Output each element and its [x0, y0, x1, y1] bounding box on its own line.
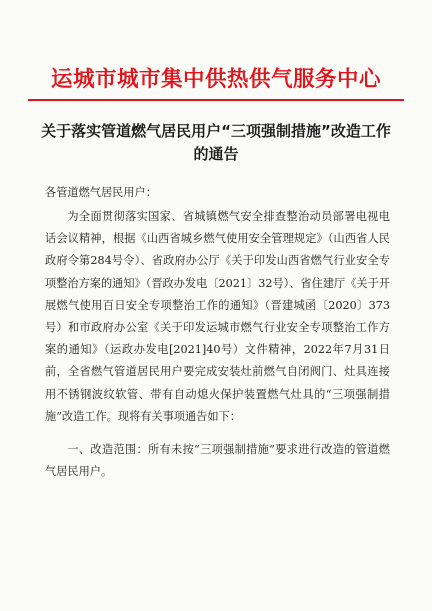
section-paragraph: 一、改造范围：所有未按“三项强制措施”要求进行改造的管道燃气居民用户。: [45, 443, 390, 479]
body-paragraph: 为全面贯彻落实国家、省城镇燃气安全排查整治动员部署电视电话会议精神，根据《山西省城乡燃气使用安全管理规定》（山西省人民政府令第284号令）、省政府办公厅《关于印发山西省燃气行业安全专项整治方案的通知》（晋政办发电〔2021〕32号）、省住建厅《关于开展燃气使用百日安全专项整治工作的通知》（晋建城函〔2020〕373号）和市政府办公室《关于印发运城市燃气行业安全专项整治工作方案的通知》（运政办发电[2021]40号）文件精神，2022年7月31日前，全省燃气管道居民用户要完成安装灶前燃气自闭阀门、灶具连接用不锈钢波纹软管、带有自动熄火保护装置燃气灶具的“三项强制措施”改造工作。现将有关事项通告如下：: [45, 210, 390, 423]
notice-title: 关于落实管道燃气居民用户“三项强制措施”改造工作的通告: [41, 122, 391, 163]
salutation: 各管道燃气居民用户：: [45, 186, 157, 199]
organization-header: 运城市城市集中供热供气服务中心: [50, 67, 381, 92]
red-divider-line: [28, 99, 404, 101]
